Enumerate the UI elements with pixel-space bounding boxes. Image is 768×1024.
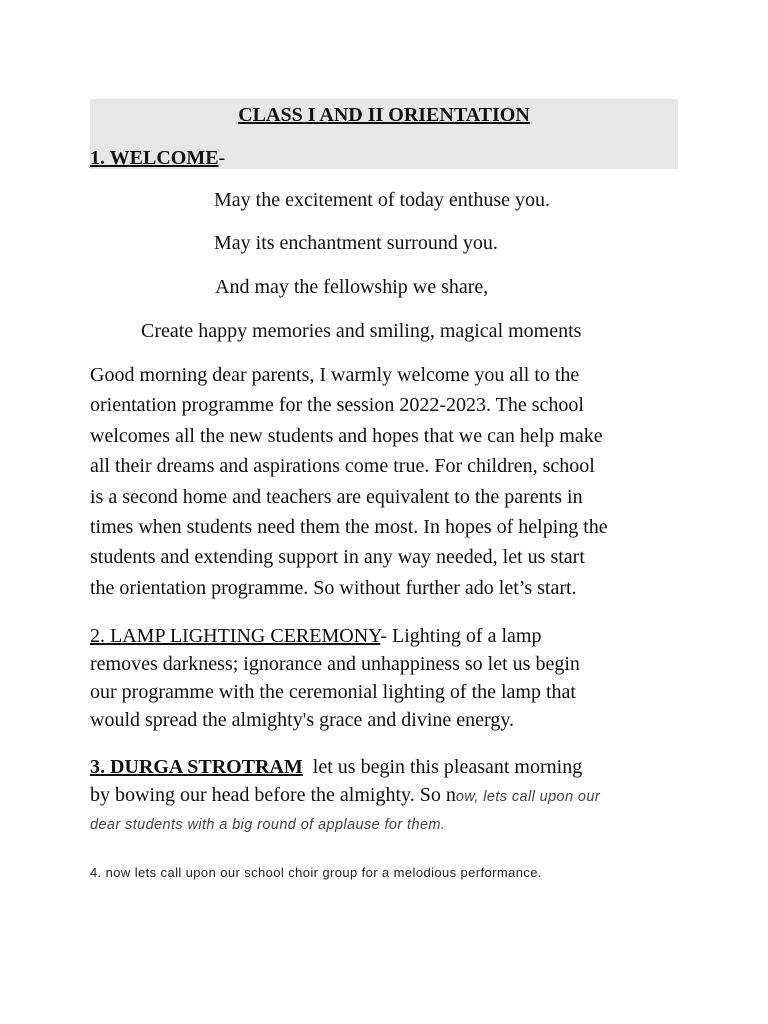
welcome-paragraph	[90, 360, 690, 603]
document-title: CLASS I AND II ORIENTATION	[238, 104, 530, 126]
welcome-paragraph-line: students and extending support in any way needed, let us start	[90, 546, 585, 569]
poem-line-2: May its enchantment surround you.	[214, 232, 498, 254]
welcome-paragraph-line: welcomes all the new students and hopes that we can help make	[90, 424, 603, 447]
poem-line-1: May the excitement of today enthuse you.	[214, 189, 551, 211]
durga-first-line	[90, 753, 690, 781]
lamp-section	[90, 622, 690, 734]
durga-third-line: dear students with a big round of applause for them.	[90, 817, 446, 833]
item-4-text: 4. now lets call upon our school choir group for a melodious performance.	[90, 865, 542, 880]
durga-heading: 3. DURGA STROTRAM	[90, 756, 303, 778]
lamp-first-line-rest: - Lighting of a lamp	[380, 625, 542, 647]
welcome-heading-text: 1. WELCOME	[90, 147, 219, 169]
welcome-paragraph-line: orientation programme for the session 2022-2023. The school	[90, 394, 584, 417]
lamp-first-line	[90, 622, 690, 650]
welcome-paragraph-line: all their dreams and aspirations come true. For children, school	[90, 455, 595, 478]
durga-second-line-italic: ow, lets call upon our	[455, 789, 601, 805]
welcome-heading	[90, 145, 225, 171]
welcome-paragraph-line: is a second home and teachers are equivalent to the parents in	[90, 485, 583, 508]
poem-line-4: Create happy memories and smiling, magical moments	[141, 320, 582, 342]
welcome-paragraph-line: the orientation programme. So without further ado let’s start.	[90, 576, 577, 599]
lamp-line: would spread the almighty's grace and divine energy.	[90, 709, 515, 731]
lamp-heading: 2. LAMP LIGHTING CEREMONY	[90, 625, 381, 647]
durga-section	[90, 753, 690, 839]
poem-line-3: And may the fellowship we share,	[215, 276, 489, 298]
durga-first-line-rest: let us begin this pleasant morning	[302, 756, 583, 778]
welcome-paragraph-line: Good morning dear parents, I warmly welcome you all to the	[90, 364, 580, 386]
welcome-paragraph-line: times when students need them the most. In hopes of helping the	[90, 516, 608, 539]
lamp-line: our programme with the ceremonial lighting of the lamp that	[90, 681, 576, 703]
durga-second-line-serif: by bowing our head before the almighty. So n	[90, 784, 456, 806]
durga-second-line	[90, 781, 690, 811]
welcome-heading-dash: -	[218, 147, 226, 169]
lamp-line: removes darkness; ignorance and unhappiness so let us begin	[90, 653, 580, 675]
